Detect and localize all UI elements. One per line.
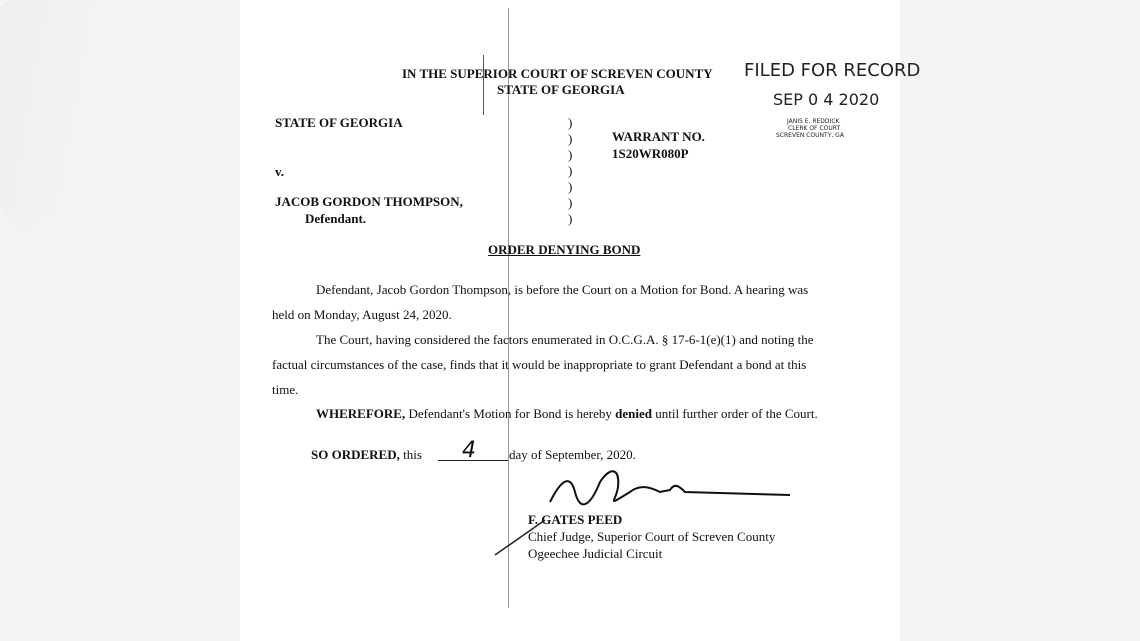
warrant-number: 1S20WR080P — [612, 146, 689, 161]
denied-text: denied — [615, 406, 653, 421]
clerk-county: SCREVEN COUNTY, GA — [776, 132, 844, 139]
wherefore-text: Defendant's Motion for Bond is hereby — [405, 406, 616, 421]
defendant-label: Defendant. — [305, 211, 367, 226]
paragraph-1-line-1: Defendant, Jacob Gordon Thompson, is before the Court on a Motion for Bond. A hearing was — [316, 282, 809, 297]
judge-title: Chief Judge, Superior Court of Screven County — [528, 529, 776, 544]
paragraph-2-line-2: factual circumstances of the case, finds that it would be inappropriate to grant Defendant a bond at this — [272, 357, 807, 372]
wherefore-line — [316, 407, 818, 420]
signature-stroke — [490, 515, 550, 560]
left-background — [0, 0, 240, 641]
caption-paren: ) — [568, 211, 573, 226]
so-ordered-label: SO ORDERED, — [311, 447, 400, 462]
caption-paren: ) — [568, 163, 573, 178]
scan-mark — [483, 55, 484, 115]
wherefore-text-end: until further order of the Court. — [652, 406, 818, 421]
state-heading: STATE OF GEORGIA — [497, 82, 625, 97]
judge-name: F. GATES PEED — [528, 512, 623, 527]
paragraph-1-line-2: held on Monday, August 24, 2020. — [272, 307, 452, 322]
court-heading: IN THE SUPERIOR COURT OF SCREVEN COUNTY — [402, 66, 713, 81]
filed-stamp: FILED FOR RECORD — [744, 60, 921, 81]
caption-paren: ) — [568, 131, 573, 146]
versus: v. — [275, 164, 285, 179]
caption-paren: ) — [568, 115, 573, 130]
day-handwritten: 4 — [462, 438, 476, 463]
caption-paren: ) — [568, 195, 573, 210]
caption-paren: ) — [568, 147, 573, 162]
plaintiff: STATE OF GEORGIA — [275, 115, 403, 130]
judicial-circuit: Ogeechee Judicial Circuit — [528, 546, 663, 561]
warrant-label: WARRANT NO. — [612, 129, 705, 144]
caption-paren: ) — [568, 179, 573, 194]
so-ordered-this: this — [399, 447, 422, 462]
wherefore-label: WHEREFORE, — [316, 406, 406, 421]
order-title: ORDER DENYING BOND — [488, 242, 641, 257]
defendant-name: JACOB GORDON THOMPSON, — [275, 194, 463, 209]
clerk-name: JANIS E. REDDICK — [787, 118, 840, 125]
paragraph-2-line-1: The Court, having considered the factors enumerated in O.C.G.A. § 17-6-1(e)(1) and noting the — [316, 332, 814, 347]
clerk-title: CLERK OF COURT — [788, 125, 841, 132]
filed-date: SEP 0 4 2020 — [773, 90, 880, 109]
so-ordered-rest: day of September, 2020. — [509, 447, 636, 462]
paragraph-2-line-3: time. — [272, 382, 299, 397]
judge-signature — [540, 462, 800, 512]
so-ordered-line — [311, 448, 422, 461]
right-background — [900, 0, 1140, 641]
